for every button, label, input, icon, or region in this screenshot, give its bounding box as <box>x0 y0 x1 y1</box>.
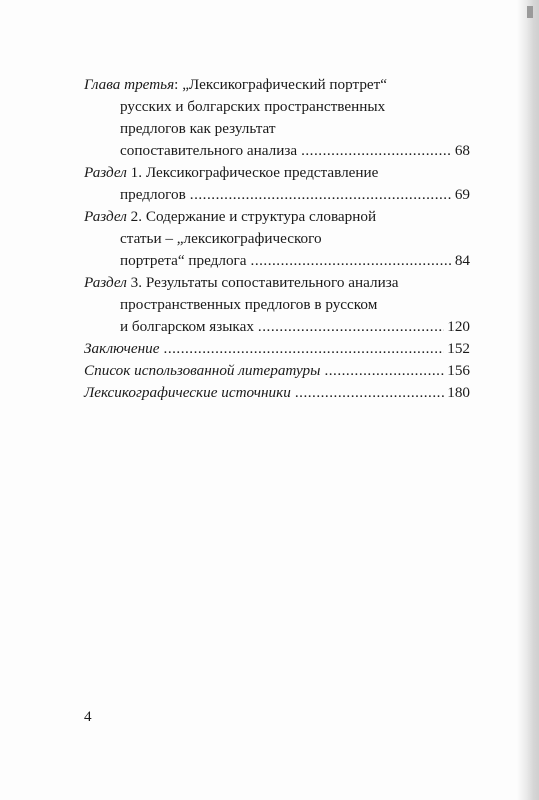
toc-entry-label: Лексикографические источники <box>84 384 291 401</box>
toc-entry-text: Содержание и структура словарной <box>145 208 377 225</box>
toc-page-number: 156 <box>447 362 470 379</box>
toc-entry-label: Список использованной литературы <box>84 362 321 379</box>
toc-line <box>84 140 470 162</box>
toc-entry-separator: 3. <box>126 274 146 291</box>
toc-page-number: 180 <box>447 384 470 401</box>
table-of-contents <box>84 74 470 404</box>
toc-entry-text: Результаты сопоставительного анализа <box>145 274 399 291</box>
toc-page-number: 68 <box>454 142 470 159</box>
toc-entry-label: Раздел <box>84 164 127 181</box>
toc-entry-text: статьи – „лексикографического <box>120 230 322 247</box>
toc-entry-label: Раздел <box>84 208 127 225</box>
toc-leader-dots <box>301 140 452 162</box>
toc-entry-text: пространственных предлогов в русском <box>120 296 378 313</box>
toc-entry-text: предлогов как результат <box>120 120 276 137</box>
scan-edge-mark <box>527 6 533 18</box>
toc-entry-separator: 2. <box>126 208 146 225</box>
toc-leader-dots <box>258 316 444 338</box>
toc-leader-dots <box>295 382 444 404</box>
toc-entry-text: сопоставительного анализа <box>120 142 298 159</box>
toc-entry-separator: 1. <box>126 164 146 181</box>
toc-line <box>84 184 470 206</box>
toc-page-number: 120 <box>447 318 470 335</box>
toc-entry <box>84 74 470 162</box>
scan-edge-shadow <box>517 0 539 800</box>
toc-line <box>84 382 470 404</box>
toc-entry-text: русских и болгарских пространственных <box>120 98 386 115</box>
toc-line <box>84 316 470 338</box>
toc-line <box>84 96 470 118</box>
toc-entry <box>84 338 470 360</box>
toc-line <box>84 206 470 228</box>
toc-entry-text: Лексикографическое представление <box>145 164 379 181</box>
toc-entry <box>84 162 470 206</box>
toc-entry <box>84 272 470 338</box>
toc-entry-text: и болгарском языках <box>120 318 254 335</box>
toc-entry-label: Раздел <box>84 274 127 291</box>
toc-entry-text: портрета“ предлога <box>120 252 247 269</box>
page-number: 4 <box>84 708 92 725</box>
toc-page-number: 69 <box>454 186 470 203</box>
toc-page-number: 152 <box>447 340 470 357</box>
toc-entry-label: Заключение <box>84 340 160 357</box>
toc-entry-separator: : <box>174 76 183 93</box>
toc-line <box>84 272 470 294</box>
toc-entry <box>84 206 470 272</box>
toc-line <box>84 228 470 250</box>
toc-leader-dots <box>324 360 444 382</box>
toc-leader-dots <box>164 338 445 360</box>
toc-leader-dots <box>190 184 452 206</box>
toc-entry-text: „Лексикографический портрет“ <box>182 76 388 93</box>
toc-page-number: 84 <box>454 252 470 269</box>
toc-line <box>84 338 470 360</box>
toc-entry-text: предлогов <box>120 186 186 203</box>
toc-line <box>84 74 470 96</box>
toc-entry <box>84 360 470 382</box>
toc-line <box>84 360 470 382</box>
toc-entry <box>84 382 470 404</box>
toc-line <box>84 250 470 272</box>
toc-entry-label: Глава третья <box>84 76 175 93</box>
toc-leader-dots <box>251 250 452 272</box>
toc-line <box>84 162 470 184</box>
toc-line <box>84 294 470 316</box>
toc-line <box>84 118 470 140</box>
